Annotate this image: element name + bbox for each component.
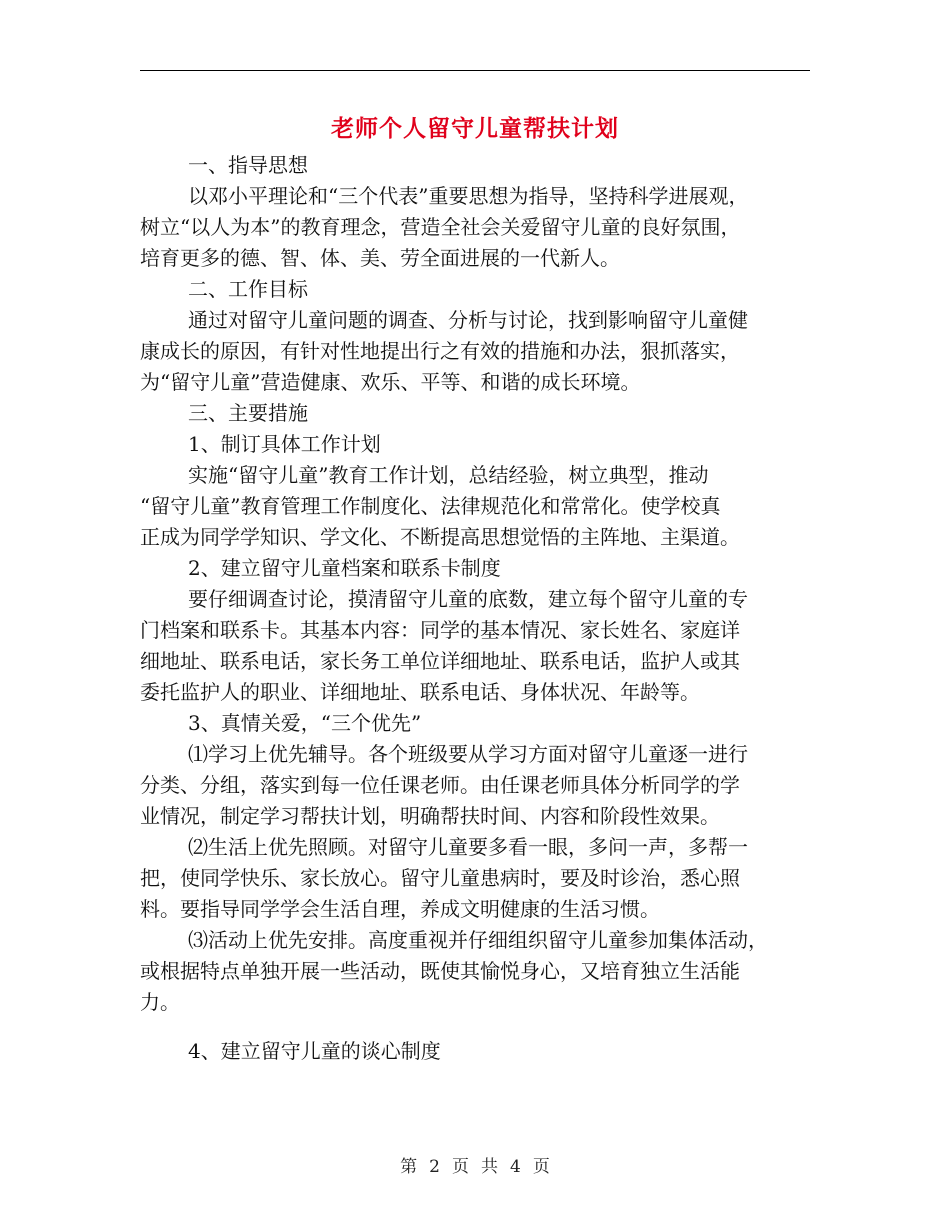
text-line: 把，使同学快乐、家长放心。留守儿童患病时，要及时诊治，悉心照 xyxy=(140,866,740,890)
text-line: ⑵生活上优先照顾。对留守儿童要多看一眼，多问一声，多帮一 xyxy=(188,835,748,859)
text-line: 为“留守儿童”营造健康、欢乐、平等、和谐的成长环境。 xyxy=(140,370,641,394)
document-body xyxy=(140,150,812,1067)
text-line: 实施“留守儿童”教育工作计划，总结经验，树立典型，推动 xyxy=(188,463,709,487)
text-line: 力。 xyxy=(140,990,180,1014)
page-footer xyxy=(0,1152,950,1177)
text-line: “留守儿童”教育管理工作制度化、法律规范化和常常化。使学校真 xyxy=(140,494,721,518)
footer-page-number: 2 xyxy=(429,1157,440,1177)
text-line: 3、真情关爱，“三个优先” xyxy=(188,711,422,735)
text-line: 业情况，制定学习帮扶计划，明确帮扶时间、内容和阶段性效果。 xyxy=(140,804,720,828)
text-line: 或根据特点单独开展一些活动，既使其愉悦身心，又培育独立生活能 xyxy=(140,959,740,983)
footer-suffix: 页 xyxy=(532,1157,550,1177)
text-line: 三、主要措施 xyxy=(188,401,308,425)
text-line: 一、指导思想 xyxy=(188,153,308,177)
footer-prefix: 第 xyxy=(400,1157,418,1177)
text-line: 培育更多的德、智、体、美、劳全面进展的一代新人。 xyxy=(140,246,620,270)
text-line: 二、工作目标 xyxy=(188,277,308,301)
text-line: 通过对留守儿童问题的调查、分析与讨论，找到影响留守儿童健 xyxy=(188,308,748,332)
text-line: 以邓小平理论和“三个代表”重要思想为指导，坚持科学进展观， xyxy=(188,184,749,208)
text-line: 正成为同学学知识、学文化、不断提高思想觉悟的主阵地、主渠道。 xyxy=(140,525,740,549)
document-title: 老师个人留守儿童帮扶计划 xyxy=(331,115,619,142)
text-line: ⑴学习上优先辅导。各个班级要从学习方面对留守儿童逐一进行 xyxy=(188,742,748,766)
header-rule xyxy=(140,70,810,71)
footer-total-pages: 4 xyxy=(510,1157,521,1177)
text-line: 4、建立留守儿童的谈心制度 xyxy=(188,1039,441,1063)
footer-page-word: 页 xyxy=(452,1157,469,1177)
footer-total-word: 共 xyxy=(481,1157,498,1177)
text-line: 要仔细调查讨论，摸清留守儿童的底数，建立每个留守儿童的专 xyxy=(188,587,748,611)
text-line: 料。要指导同学学会生活自理，养成文明健康的生活习惯。 xyxy=(140,897,660,921)
text-line: 门档案和联系卡。其基本内容：同学的基本情况、家长姓名、家庭详 xyxy=(140,618,740,642)
text-line: 2、建立留守儿童档案和联系卡制度 xyxy=(188,556,501,580)
paragraph-gap xyxy=(140,1018,812,1036)
text-line: 分类、分组，落实到每一位任课老师。由任课老师具体分析同学的学 xyxy=(140,773,740,797)
text-line: 1、制订具体工作计划 xyxy=(188,432,381,456)
text-line: 委托监护人的职业、详细地址、联系电话、身体状况、年龄等。 xyxy=(140,680,700,704)
text-line: 康成长的原因，有针对性地提出行之有效的措施和办法，狠抓落实， xyxy=(140,339,740,363)
text-line: ⑶活动上优先安排。高度重视并仔细组织留守儿童参加集体活动， xyxy=(188,928,768,952)
text-line: 树立“以人为本”的教育理念，营造全社会关爱留守儿童的良好氛围， xyxy=(140,215,741,239)
text-line: 细地址、联系电话，家长务工单位详细地址、联系电话，监护人或其 xyxy=(140,649,740,673)
